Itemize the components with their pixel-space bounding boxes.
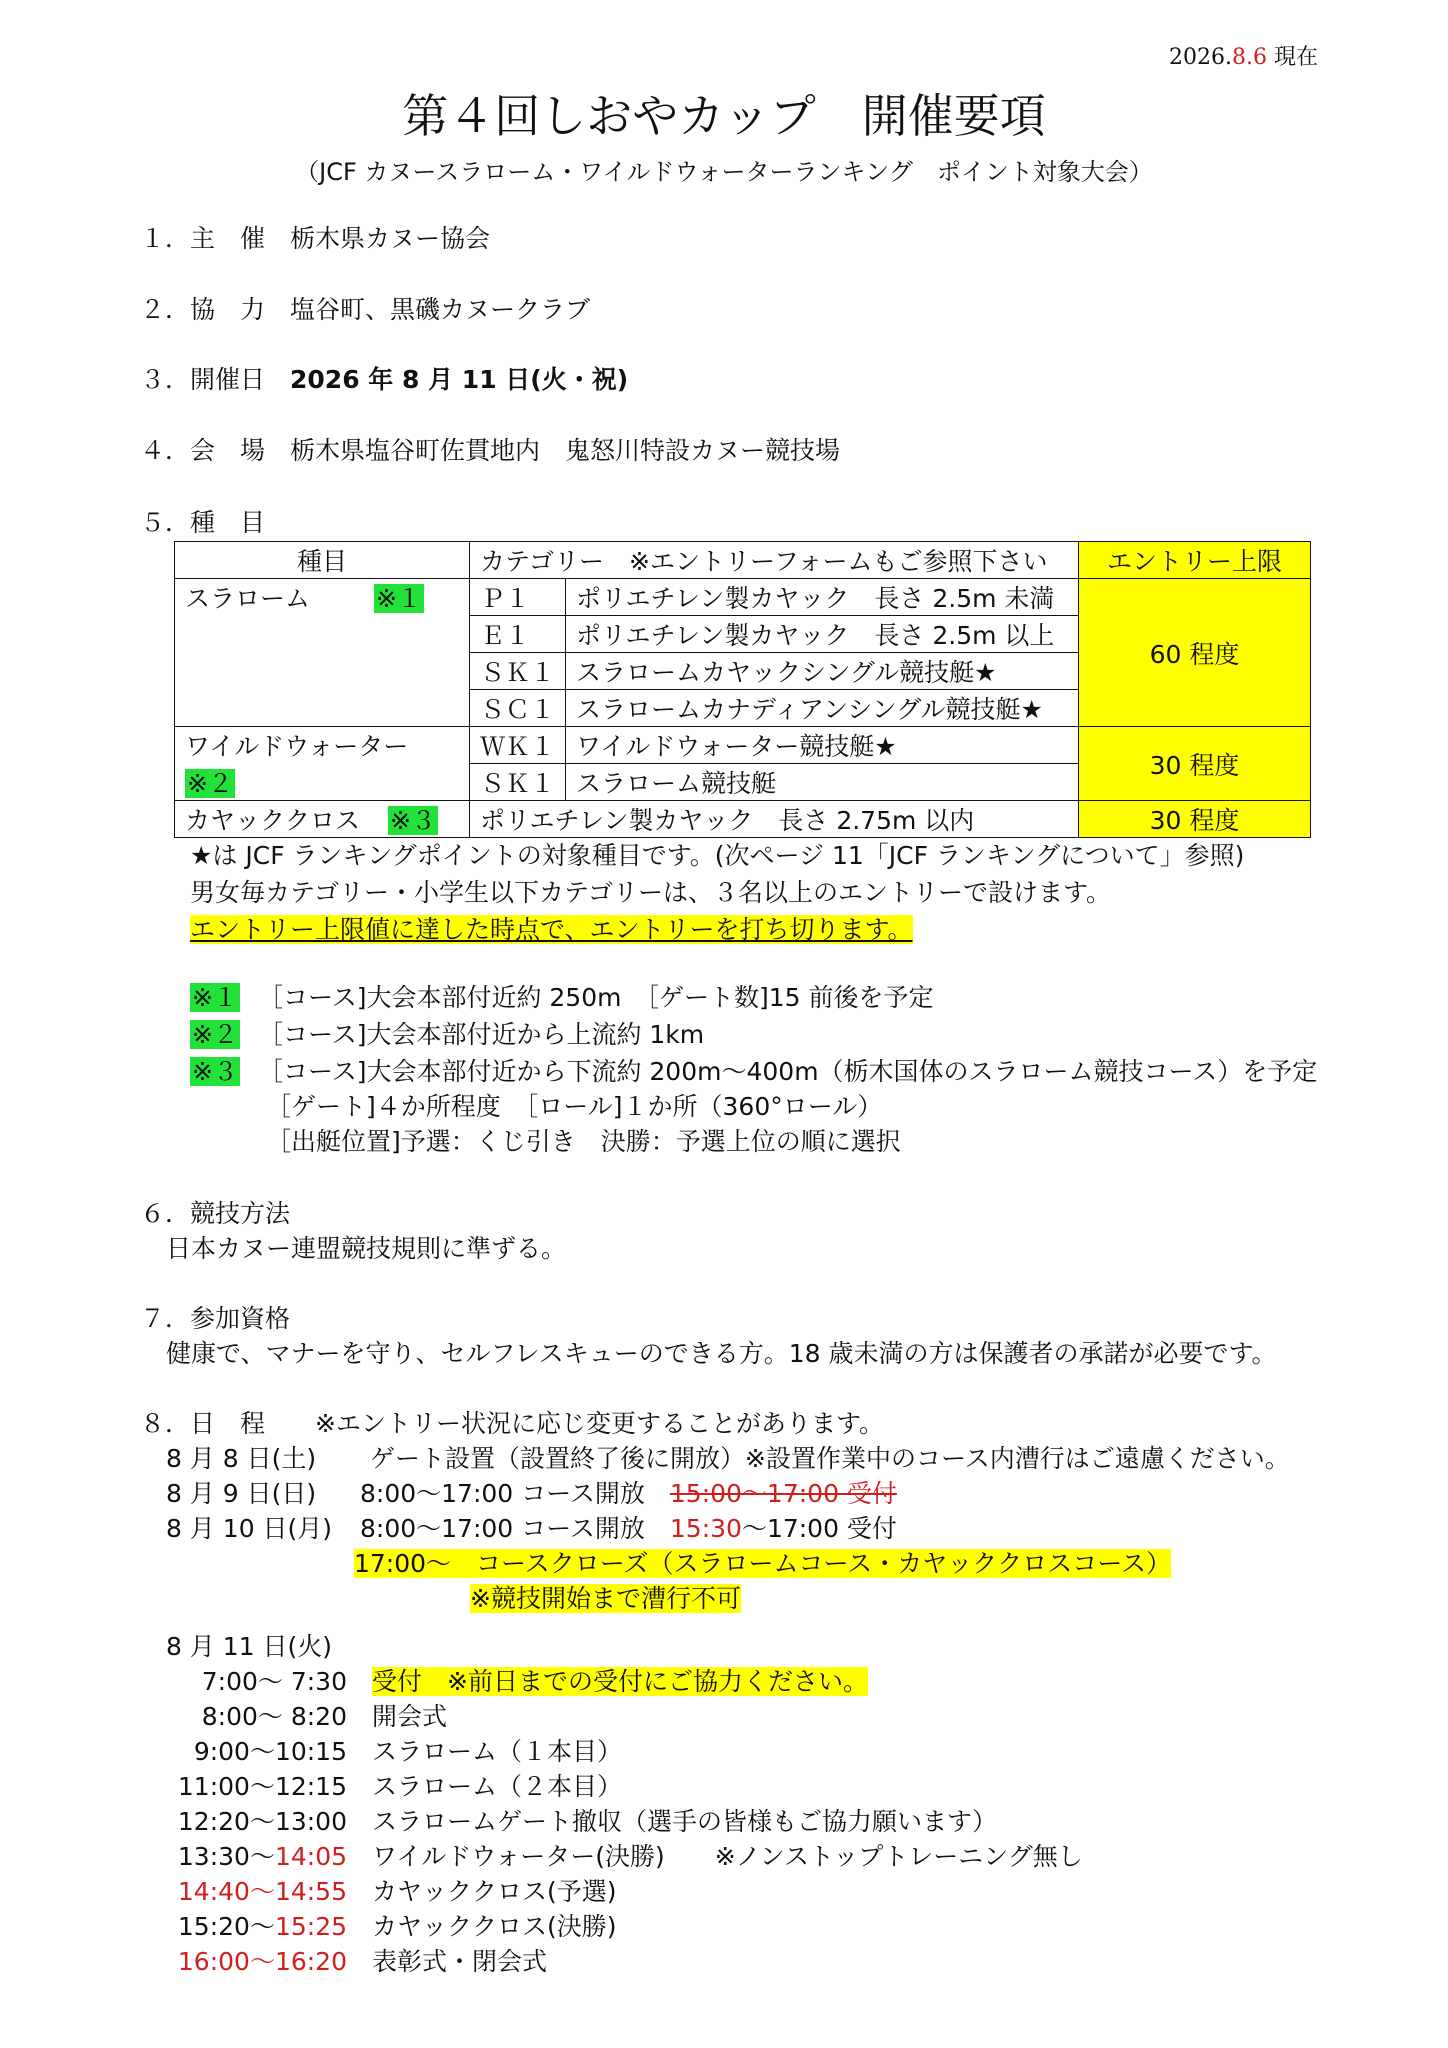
table-row (175, 727, 1311, 764)
section-date: ３．開催日 2026 年 8 月 11 日(火・祝) (140, 365, 629, 394)
course-note: ※３ ［コース]大会本部付近から下流約 200m～400m（栃木国体のスラローム競技コース）を予定 (192, 1057, 1318, 1086)
schedule-time: 12:20～13:00 (177, 1807, 347, 1836)
note-ranking: ★は JCF ランキングポイントの対象種目です。(次ページ 11「JCF ランキングについて」参照) (190, 841, 1245, 870)
schedule-date: 8 月 8 日(土) (166, 1444, 317, 1473)
entry-limit: 30 程度 (1079, 727, 1311, 801)
event-date: 2026 年 8 月 11 日(火・祝) (290, 365, 629, 394)
schedule-event: スラローム（２本目） (372, 1772, 623, 1801)
entry-limit: 60 程度 (1079, 579, 1311, 727)
section-schedule-title: ８．日 程 ※エントリー状況に応じ変更することがあります。 (140, 1409, 884, 1438)
table-row (175, 579, 1311, 616)
schedule-time: 14:40～14:55 (177, 1877, 347, 1906)
category-code: ＳＣ１ (470, 690, 566, 727)
event-name-kayakcross: カヤッククロス ※３ (175, 801, 470, 838)
note-entry-limit: エントリー上限値に達した時点で、エントリーを打ち切ります。 (190, 915, 913, 944)
section-cooperation: ２．協 力 塩谷町、黒磯カヌークラブ (140, 295, 591, 324)
schedule-event: スラロームゲート撤収（選手の皆様もご協力願います） (372, 1807, 998, 1836)
course-close-notice: 17:00～ コースクローズ（スラロームコース・カヤッククロスコース） (354, 1549, 1172, 1578)
category-code: ＷＫ１ (470, 727, 566, 764)
section-eligibility-title: ７．参加資格 (140, 1304, 291, 1333)
note-tag: ※１ (192, 983, 238, 1012)
course-note: ［ゲート]４か所程度 ［ロール]１か所（360°ロール） (266, 1092, 883, 1121)
document-subtitle: （JCF カヌースラローム・ワイルドウォーターランキング ポイント対象大会） (295, 158, 1153, 186)
category-desc: ポリエチレン製カヤック 長さ 2.5m 以上 (566, 616, 1079, 653)
category-desc: ワイルドウォーター競技艇★ (566, 727, 1079, 764)
document-date: 2026.8.6 現在 (1169, 45, 1318, 70)
schedule-event: ワイルドウォーター(決勝) ※ノンストップトレーニング無し (372, 1842, 1083, 1871)
event-name-slalom: スラローム ※１ (175, 579, 470, 616)
event-name-wildwater: ワイルドウォーター (175, 727, 470, 764)
schedule-time: 16:00～16:20 (177, 1947, 347, 1976)
schedule-time: 8:00～ 8:20 (201, 1702, 347, 1731)
schedule-event: カヤッククロス(予選) (372, 1877, 617, 1906)
category-code: ＳＫ１ (470, 653, 566, 690)
schedule-date: 8 月 11 日(火) (166, 1632, 333, 1661)
course-close-note: ※競技開始まで漕行不可 (470, 1584, 741, 1613)
section-eligibility-body: 健康で、マナーを守り、セルフレスキューのできる方。18 歳未満の方は保護者の承諾が必要です。 (166, 1339, 1277, 1368)
section-events: ５．種 目 (140, 508, 266, 537)
schedule-text: ゲート設置（設置終了後に開放）※設置作業中のコース内漕行はご遠慮ください。 (370, 1444, 1290, 1473)
document-title: 第４回しおやカップ 開催要項 (402, 89, 1046, 143)
note-categories: 男女毎カテゴリー・小学生以下カテゴリーは、３名以上のエントリーで設けます。 (190, 878, 1112, 907)
section-rules-title: ６．競技方法 (140, 1199, 291, 1228)
schedule-time: 11:00～12:15 (177, 1772, 347, 1801)
category-desc: ポリエチレン製カヤック 長さ 2.5m 未満 (566, 579, 1079, 616)
cancelled-reception: 15:00～17:00 受付 (669, 1479, 897, 1508)
schedule-time: 9:00～10:15 (193, 1737, 347, 1766)
course-note: ※１ ［コース]大会本部付近約 250m ［ゲート数]15 前後を予定 (192, 983, 934, 1012)
note-tag: ※２ (187, 768, 233, 798)
schedule-time: 7:00～ 7:30 (201, 1667, 347, 1696)
category-desc: スラロームカナディアンシングル競技艇★ (566, 690, 1079, 727)
schedule-text: 8:00～17:00 コース開放 15:00～17:00 受付 (360, 1479, 897, 1508)
note-tag: ※３ (390, 806, 436, 835)
schedule-event: カヤッククロス(決勝) (372, 1912, 617, 1941)
category-code: Ｐ１ (470, 579, 566, 616)
schedule-time: 13:30～14:05 (177, 1842, 347, 1871)
category-desc: スラロームカヤックシングル競技艇★ (566, 653, 1079, 690)
schedule-date: 8 月 9 日(日) (166, 1479, 317, 1508)
schedule-time: 15:20～15:25 (177, 1912, 347, 1941)
schedule-event: 受付 ※前日までの受付にご協力ください。 (372, 1667, 868, 1696)
schedule-event: 開会式 (372, 1702, 448, 1731)
note-tag: ※１ (376, 584, 422, 614)
note-tag: ※２ (192, 1020, 238, 1049)
category-desc: スラローム競技艇 (566, 764, 1079, 801)
category-code: Ｅ１ (470, 616, 566, 653)
schedule-event: スラローム（１本目） (372, 1737, 623, 1766)
schedule-date: 8 月 10 日(月) (166, 1514, 333, 1543)
course-note: ※２ ［コース]大会本部付近から上流約 1km (192, 1020, 705, 1049)
entry-limit: 30 程度 (1079, 801, 1311, 838)
table-row (175, 801, 1311, 838)
schedule-event: 表彰式・閉会式 (372, 1947, 548, 1976)
table-header-cell: カテゴリー ※エントリーフォームもご参照下さい (470, 542, 1079, 579)
table-header-row (175, 542, 1311, 579)
section-organizer: １．主 催 栃木県カヌー協会 (140, 224, 491, 253)
category-desc: ポリエチレン製カヤック 長さ 2.75m 以内 (470, 801, 1079, 838)
section-rules-body: 日本カヌー連盟競技規則に準ずる。 (166, 1234, 567, 1263)
table-header-cell: 種目 (175, 542, 470, 579)
course-note: ［出艇位置]予選：くじ引き 決勝：予選上位の順に選択 (266, 1127, 901, 1156)
events-table (174, 541, 1311, 838)
table-header-cell: エントリー上限 (1079, 542, 1311, 579)
section-venue: ４．会 場 栃木県塩谷町佐貫地内 鬼怒川特設カヌー競技場 (140, 436, 841, 465)
note-tag: ※３ (192, 1057, 238, 1086)
schedule-text: 8:00～17:00 コース開放 15:30～17:00 受付 (360, 1514, 897, 1543)
category-code: ＳＫ１ (470, 764, 566, 801)
